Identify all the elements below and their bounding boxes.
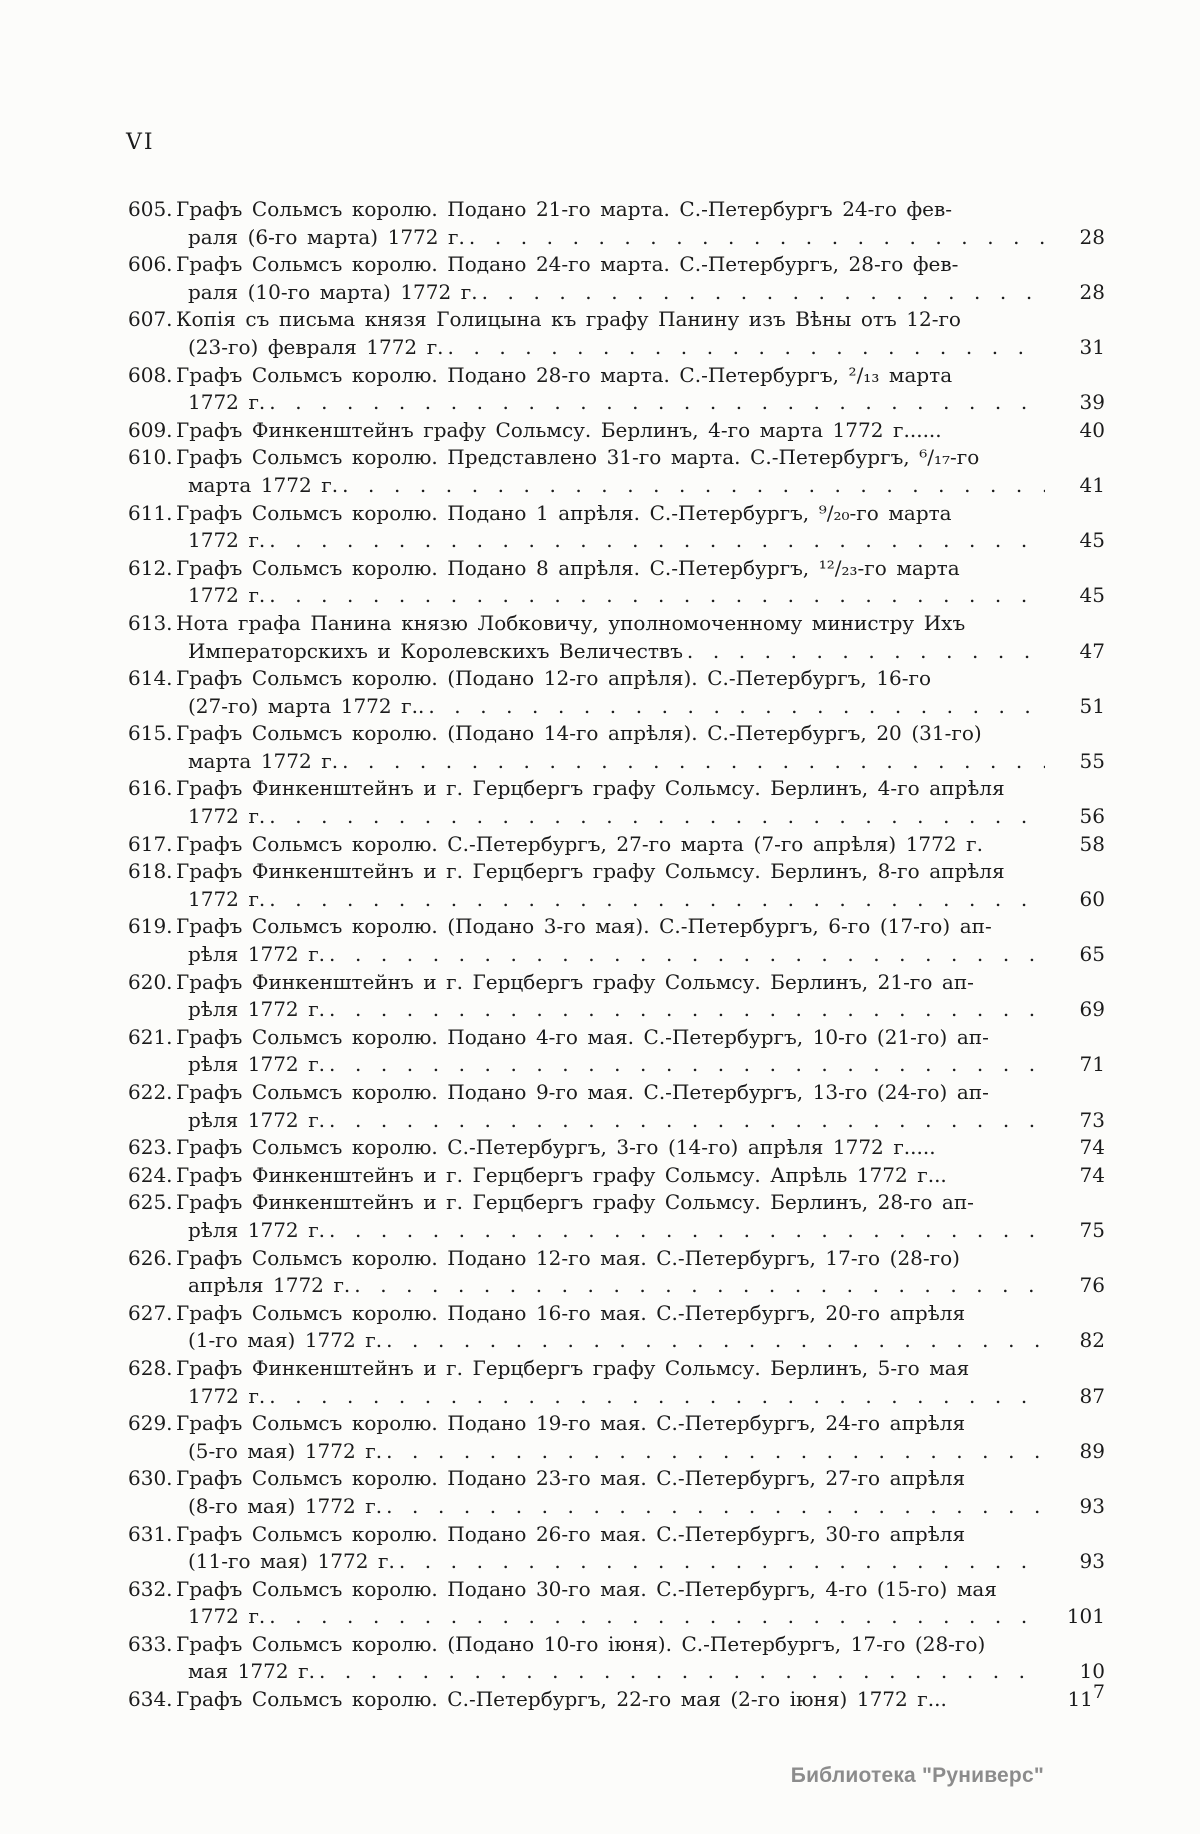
- entry-page-number: 76: [1079, 1273, 1105, 1298]
- toc-line: [128, 639, 1105, 667]
- entry-text: Графъ Сольмсъ королю. (Подано 10-го іюня). С.-Петербургъ, 17-го (28-го): [176, 1631, 986, 1656]
- toc-line: [128, 914, 1105, 942]
- entry-text: мая 1772 г.: [188, 1659, 315, 1684]
- toc-line: [128, 997, 1105, 1025]
- entry-text: Графъ Сольмсъ королю. Подано 1 апрѣля. С.-Петербургъ, ⁹/₂₀-го марта: [176, 500, 952, 525]
- toc-line: [128, 1384, 1105, 1412]
- entry-number: 615.: [128, 721, 173, 746]
- page-header-numeral: VI: [126, 130, 155, 155]
- toc-list: [0, 197, 1200, 1715]
- entry-text: Графъ Сольмсъ королю. Подано 16-го мая. С.-Петербургъ, 20-го апрѣля: [176, 1300, 966, 1325]
- entry-text: Графъ Сольмсъ королю. Подано 9-го мая. С.-Петербургъ, 13-го (24-го) ап-: [176, 1080, 989, 1104]
- toc-line: [128, 1439, 1105, 1467]
- entry-page-number: 51: [1079, 693, 1105, 718]
- entry-text: Графъ Сольмсъ королю. Подано 21-го марта. С.-Петербургъ 24-го фев-: [176, 197, 952, 221]
- entry-number: 634.: [128, 1687, 173, 1712]
- entry-text: Графъ Сольмсъ королю. С.-Петербургъ, 3-го (14-го) апрѣля 1772 г.....: [176, 1135, 936, 1160]
- toc-line: [128, 1356, 1105, 1384]
- toc-line: [128, 390, 1105, 418]
- toc-line: [128, 1190, 1105, 1218]
- entry-text: раля (10-го марта) 1772 г.: [188, 279, 478, 304]
- entry-text: (1-го мая) 1772 г.: [188, 1328, 383, 1353]
- entry-text: Графъ Сольмсъ королю. Подано 28-го марта. С.-Петербургъ, ²/₁₃ марта: [176, 362, 953, 387]
- entry-text: (11-го мая) 1772 г.: [188, 1549, 395, 1574]
- dot-leader: [386, 1494, 1045, 1518]
- entry-page-number: 39: [1079, 390, 1105, 415]
- entry-text: 1772 г.: [188, 886, 266, 911]
- dot-leader: [329, 942, 1045, 966]
- entry-page-number: 73: [1079, 1107, 1105, 1132]
- entry-page-number: 55: [1079, 748, 1105, 773]
- entry-page-number: 93: [1079, 1493, 1105, 1518]
- toc-line: [128, 1466, 1105, 1494]
- dot-leader: [482, 280, 1045, 304]
- entry-text: Графъ Финкенштейнъ и г. Герцбергъ графу Сольмсу. Берлинъ, 5-го мая: [176, 1355, 970, 1380]
- toc-line: [128, 1135, 1105, 1163]
- entry-page-number: 75: [1079, 1217, 1105, 1242]
- entry-number: 629.: [128, 1411, 173, 1436]
- entry-text: Графъ Финкенштейнъ и г. Герцбергъ графу Сольмсу. Берлинъ, 8-го апрѣля: [176, 859, 1005, 884]
- entry-text: рѣля 1772 г.: [188, 1217, 326, 1242]
- toc-line: [128, 1632, 1105, 1660]
- entry-page-number: 45: [1079, 528, 1105, 553]
- toc-line: [128, 1577, 1105, 1605]
- dot-leader: [329, 1052, 1045, 1076]
- entry-page-number: 60: [1079, 886, 1105, 911]
- entry-number: 627.: [128, 1300, 173, 1325]
- toc-line: [128, 1080, 1105, 1108]
- dot-leader: [329, 1108, 1045, 1132]
- entry-number: 617.: [128, 831, 173, 856]
- dot-leader: [386, 1439, 1045, 1463]
- toc-line: [128, 1659, 1105, 1687]
- entry-text: рѣля 1772 г.: [188, 1107, 326, 1132]
- entry-number: 606.: [128, 252, 173, 277]
- entry-number: 631.: [128, 1521, 173, 1546]
- entry-page-number: 74: [1079, 1135, 1105, 1160]
- toc-line: [128, 252, 1105, 280]
- dot-leader: [269, 887, 1045, 911]
- toc-line: [128, 197, 1105, 225]
- dot-leader: [269, 583, 1045, 607]
- toc-line: [128, 473, 1105, 501]
- entry-number: 625.: [128, 1190, 173, 1215]
- toc-line: [128, 832, 1105, 860]
- entry-text: 1772 г.: [188, 528, 266, 553]
- dot-leader: [269, 1604, 1045, 1628]
- entry-page-number: 93: [1079, 1549, 1105, 1574]
- toc-line: [128, 335, 1105, 363]
- entry-number: 605.: [128, 197, 173, 221]
- entry-text: Копія съ письма князя Голицына къ графу Панину изъ Вѣны отъ 12-го: [176, 307, 961, 332]
- dot-leader: [428, 694, 1045, 718]
- toc-line: [128, 1522, 1105, 1550]
- dot-leader: [342, 749, 1045, 773]
- toc-line: [128, 804, 1105, 832]
- entry-text: Графъ Сольмсъ королю. Подано 26-го мая. С.-Петербургъ, 30-го апрѣля: [176, 1521, 966, 1546]
- entry-page-number: 31: [1079, 334, 1105, 359]
- toc-line: [128, 1273, 1105, 1301]
- toc-line: [128, 1025, 1105, 1053]
- entry-text: Графъ Сольмсъ королю. Подано 12-го мая. С.-Петербургъ, 17-го (28-го): [176, 1245, 960, 1270]
- page-number-stray-digit: 7: [1092, 1680, 1105, 1703]
- entry-number: 609.: [128, 417, 173, 442]
- entry-text: рѣля 1772 г.: [188, 997, 326, 1022]
- toc-line: [128, 1604, 1105, 1632]
- entry-page-number: 69: [1079, 997, 1105, 1022]
- toc-line: [128, 280, 1105, 308]
- entry-text: 1772 г.: [188, 804, 266, 829]
- toc-line: [128, 1108, 1105, 1136]
- entry-number: 622.: [128, 1080, 173, 1104]
- dot-leader: [269, 804, 1045, 828]
- entry-number: 621.: [128, 1024, 173, 1049]
- toc-line: [128, 942, 1105, 970]
- entry-page-number: 87: [1079, 1383, 1105, 1408]
- dot-leader: [269, 390, 1045, 414]
- entry-text: марта 1772 г.: [188, 748, 339, 773]
- entry-text: 1772 г.: [188, 1604, 266, 1629]
- dot-leader: [269, 528, 1045, 552]
- toc-line: [128, 859, 1105, 887]
- dot-leader: [329, 1218, 1045, 1242]
- entry-number: 620.: [128, 969, 173, 994]
- toc-line: [128, 776, 1105, 804]
- entry-number: 612.: [128, 555, 173, 580]
- toc-line: [128, 307, 1105, 335]
- entry-number: 618.: [128, 859, 173, 884]
- toc-line: [128, 970, 1105, 998]
- dot-leader: [399, 1549, 1045, 1573]
- entry-text: Графъ Сольмсъ королю. Подано 8 апрѣля. С.-Петербургъ, ¹²/₂₃-го марта: [176, 555, 960, 580]
- toc-line: [128, 666, 1105, 694]
- entry-number: 623.: [128, 1135, 173, 1160]
- entry-page-number: 82: [1079, 1328, 1105, 1353]
- entry-text: Графъ Сольмсъ королю. Представлено 31-го марта. С.-Петербургъ, ⁶/₁₇-го: [176, 445, 980, 470]
- toc-line: [128, 1549, 1105, 1577]
- entry-number: 626.: [128, 1245, 173, 1270]
- entry-page-number: 41: [1079, 472, 1105, 497]
- toc-line: [128, 721, 1105, 749]
- dot-leader: [448, 335, 1045, 359]
- entry-number: 616.: [128, 776, 173, 801]
- toc-line: [128, 418, 1105, 446]
- entry-text: апрѣля 1772 г.: [188, 1273, 351, 1298]
- entry-text: Графъ Финкенштейнъ и г. Герцбергъ графу Сольмсу. Берлинъ, 4-го апрѣля: [176, 776, 1005, 801]
- entry-text: (27-го) марта 1772 г..: [188, 693, 425, 718]
- entry-text: Графъ Сольмсъ королю. Подано 30-го мая. С.-Петербургъ, 4-го (15-го) мая: [176, 1576, 997, 1601]
- entry-text: Графъ Сольмсъ королю. (Подано 3-го мая). С.-Петербургъ, 6-го (17-го) ап-: [176, 914, 992, 939]
- toc-line: [128, 501, 1105, 529]
- entry-text: Графъ Финкенштейнъ и г. Герцбергъ графу Сольмсу. Берлинъ, 21-го ап-: [176, 969, 974, 994]
- toc-line: [128, 528, 1105, 556]
- dot-leader: [354, 1273, 1045, 1297]
- entry-page-number: 47: [1079, 638, 1105, 663]
- entry-number: 614.: [128, 666, 173, 691]
- entry-number: 610.: [128, 445, 173, 470]
- entry-text: Графъ Сольмсъ королю. Подано 24-го марта. С.-Петербургъ, 28-го фев-: [176, 252, 959, 277]
- entry-number: 624.: [128, 1162, 173, 1187]
- library-watermark: Библиотека "Руниверс": [790, 1764, 1044, 1787]
- toc-line: [128, 363, 1105, 391]
- dot-leader: [319, 1659, 1045, 1683]
- toc-line: [128, 1328, 1105, 1356]
- entry-number: 608.: [128, 362, 173, 387]
- entry-text: (23-го) февраля 1772 г.: [188, 334, 444, 359]
- entry-page-number: 58: [1079, 831, 1105, 856]
- toc-line: [128, 556, 1105, 584]
- entry-page-number: 89: [1079, 1438, 1105, 1463]
- dot-leader: [469, 225, 1045, 249]
- toc-line: [128, 1218, 1105, 1246]
- toc-line: [128, 1163, 1105, 1191]
- entry-page-number: 101: [1066, 1604, 1105, 1629]
- toc-line: [128, 1411, 1105, 1439]
- entry-page-number: 74: [1079, 1162, 1105, 1187]
- entry-page-number: 10: [1079, 1659, 1105, 1684]
- dot-leader: [269, 1384, 1045, 1408]
- entry-text: Графъ Сольмсъ королю. Подано 4-го мая. С.-Петербургъ, 10-го (21-го) ап-: [176, 1024, 989, 1049]
- entry-text: (5-го мая) 1772 г.: [188, 1438, 383, 1463]
- entry-text: 1772 г.: [188, 1383, 266, 1408]
- entry-text: (8-го мая) 1772 г.: [188, 1493, 383, 1518]
- toc-line: [128, 1052, 1105, 1080]
- entry-number: 607.: [128, 307, 173, 332]
- entry-text: Нота графа Панина князю Лобковичу, уполномоченному министру Ихъ: [176, 610, 966, 635]
- entry-page-number: 71: [1079, 1052, 1105, 1077]
- entry-text: Графъ Сольмсъ королю. Подано 19-го мая. С.-Петербургъ, 24-го апрѣля: [176, 1411, 966, 1436]
- toc-line: [128, 445, 1105, 473]
- dot-leader: [386, 1328, 1045, 1352]
- dot-leader: [342, 473, 1045, 497]
- dot-leader: [687, 639, 1045, 663]
- entry-text: Графъ Сольмсъ королю. Подано 23-го мая. С.-Петербургъ, 27-го апрѣля: [176, 1466, 966, 1491]
- toc-line: [128, 1246, 1105, 1274]
- entry-number: 633.: [128, 1631, 173, 1656]
- entry-text: Графъ Сольмсъ королю. (Подано 12-го апрѣля). С.-Петербургъ, 16-го: [176, 666, 932, 691]
- entry-page-number: 28: [1079, 279, 1105, 304]
- entry-number: 628.: [128, 1355, 173, 1380]
- entry-text: Графъ Финкенштейнъ графу Сольмсу. Берлинъ, 4-го марта 1772 г......: [176, 417, 942, 442]
- entry-number: 619.: [128, 914, 173, 939]
- entry-page-number: 28: [1079, 224, 1105, 249]
- toc-line: [128, 887, 1105, 915]
- entry-number: 632.: [128, 1576, 173, 1601]
- toc-line: [128, 694, 1105, 722]
- entry-page-number: 40: [1079, 417, 1105, 442]
- toc-line: [128, 1680, 1105, 1715]
- entry-text: Графъ Сольмсъ королю. С.-Петербургъ, 22-го мая (2-го іюня) 1772 г...: [176, 1687, 947, 1712]
- entry-number: 630.: [128, 1466, 173, 1491]
- entry-number: 613.: [128, 610, 173, 635]
- entry-text: рѣля 1772 г.: [188, 942, 326, 967]
- entry-text: Императорскихъ и Королевскихъ Величествъ: [188, 638, 683, 663]
- toc-line: [128, 749, 1105, 777]
- toc-line: [128, 1494, 1105, 1522]
- entry-text: марта 1772 г.: [188, 472, 339, 497]
- entry-page-number: 56: [1079, 804, 1105, 829]
- toc-line: [128, 225, 1105, 253]
- entry-text: рѣля 1772 г.: [188, 1052, 326, 1077]
- dot-leader: [329, 997, 1045, 1021]
- entry-text: Графъ Финкенштейнъ и г. Герцбергъ графу Сольмсу. Апрѣль 1772 г...: [176, 1162, 947, 1187]
- entry-text: Графъ Сольмсъ королю. (Подано 14-го апрѣля). С.-Петербургъ, 20 (31-го): [176, 721, 982, 746]
- entry-text: Графъ Финкенштейнъ и г. Герцбергъ графу Сольмсу. Берлинъ, 28-го ап-: [176, 1190, 974, 1215]
- toc-line: [128, 611, 1105, 639]
- entry-text: 1772 г.: [188, 583, 266, 608]
- entry-page-number: 117: [1067, 1680, 1105, 1712]
- entry-number: 611.: [128, 500, 173, 525]
- entry-page-number: 45: [1079, 583, 1105, 608]
- toc-line: [128, 583, 1105, 611]
- toc-line: [128, 1301, 1105, 1329]
- entry-page-number: 65: [1079, 942, 1105, 967]
- entry-text: Графъ Сольмсъ королю. С.-Петербургъ, 27-го марта (7-го апрѣля) 1772 г.: [176, 831, 983, 856]
- entry-text: раля (6-го марта) 1772 г.: [188, 224, 465, 249]
- entry-text: 1772 г.: [188, 390, 266, 415]
